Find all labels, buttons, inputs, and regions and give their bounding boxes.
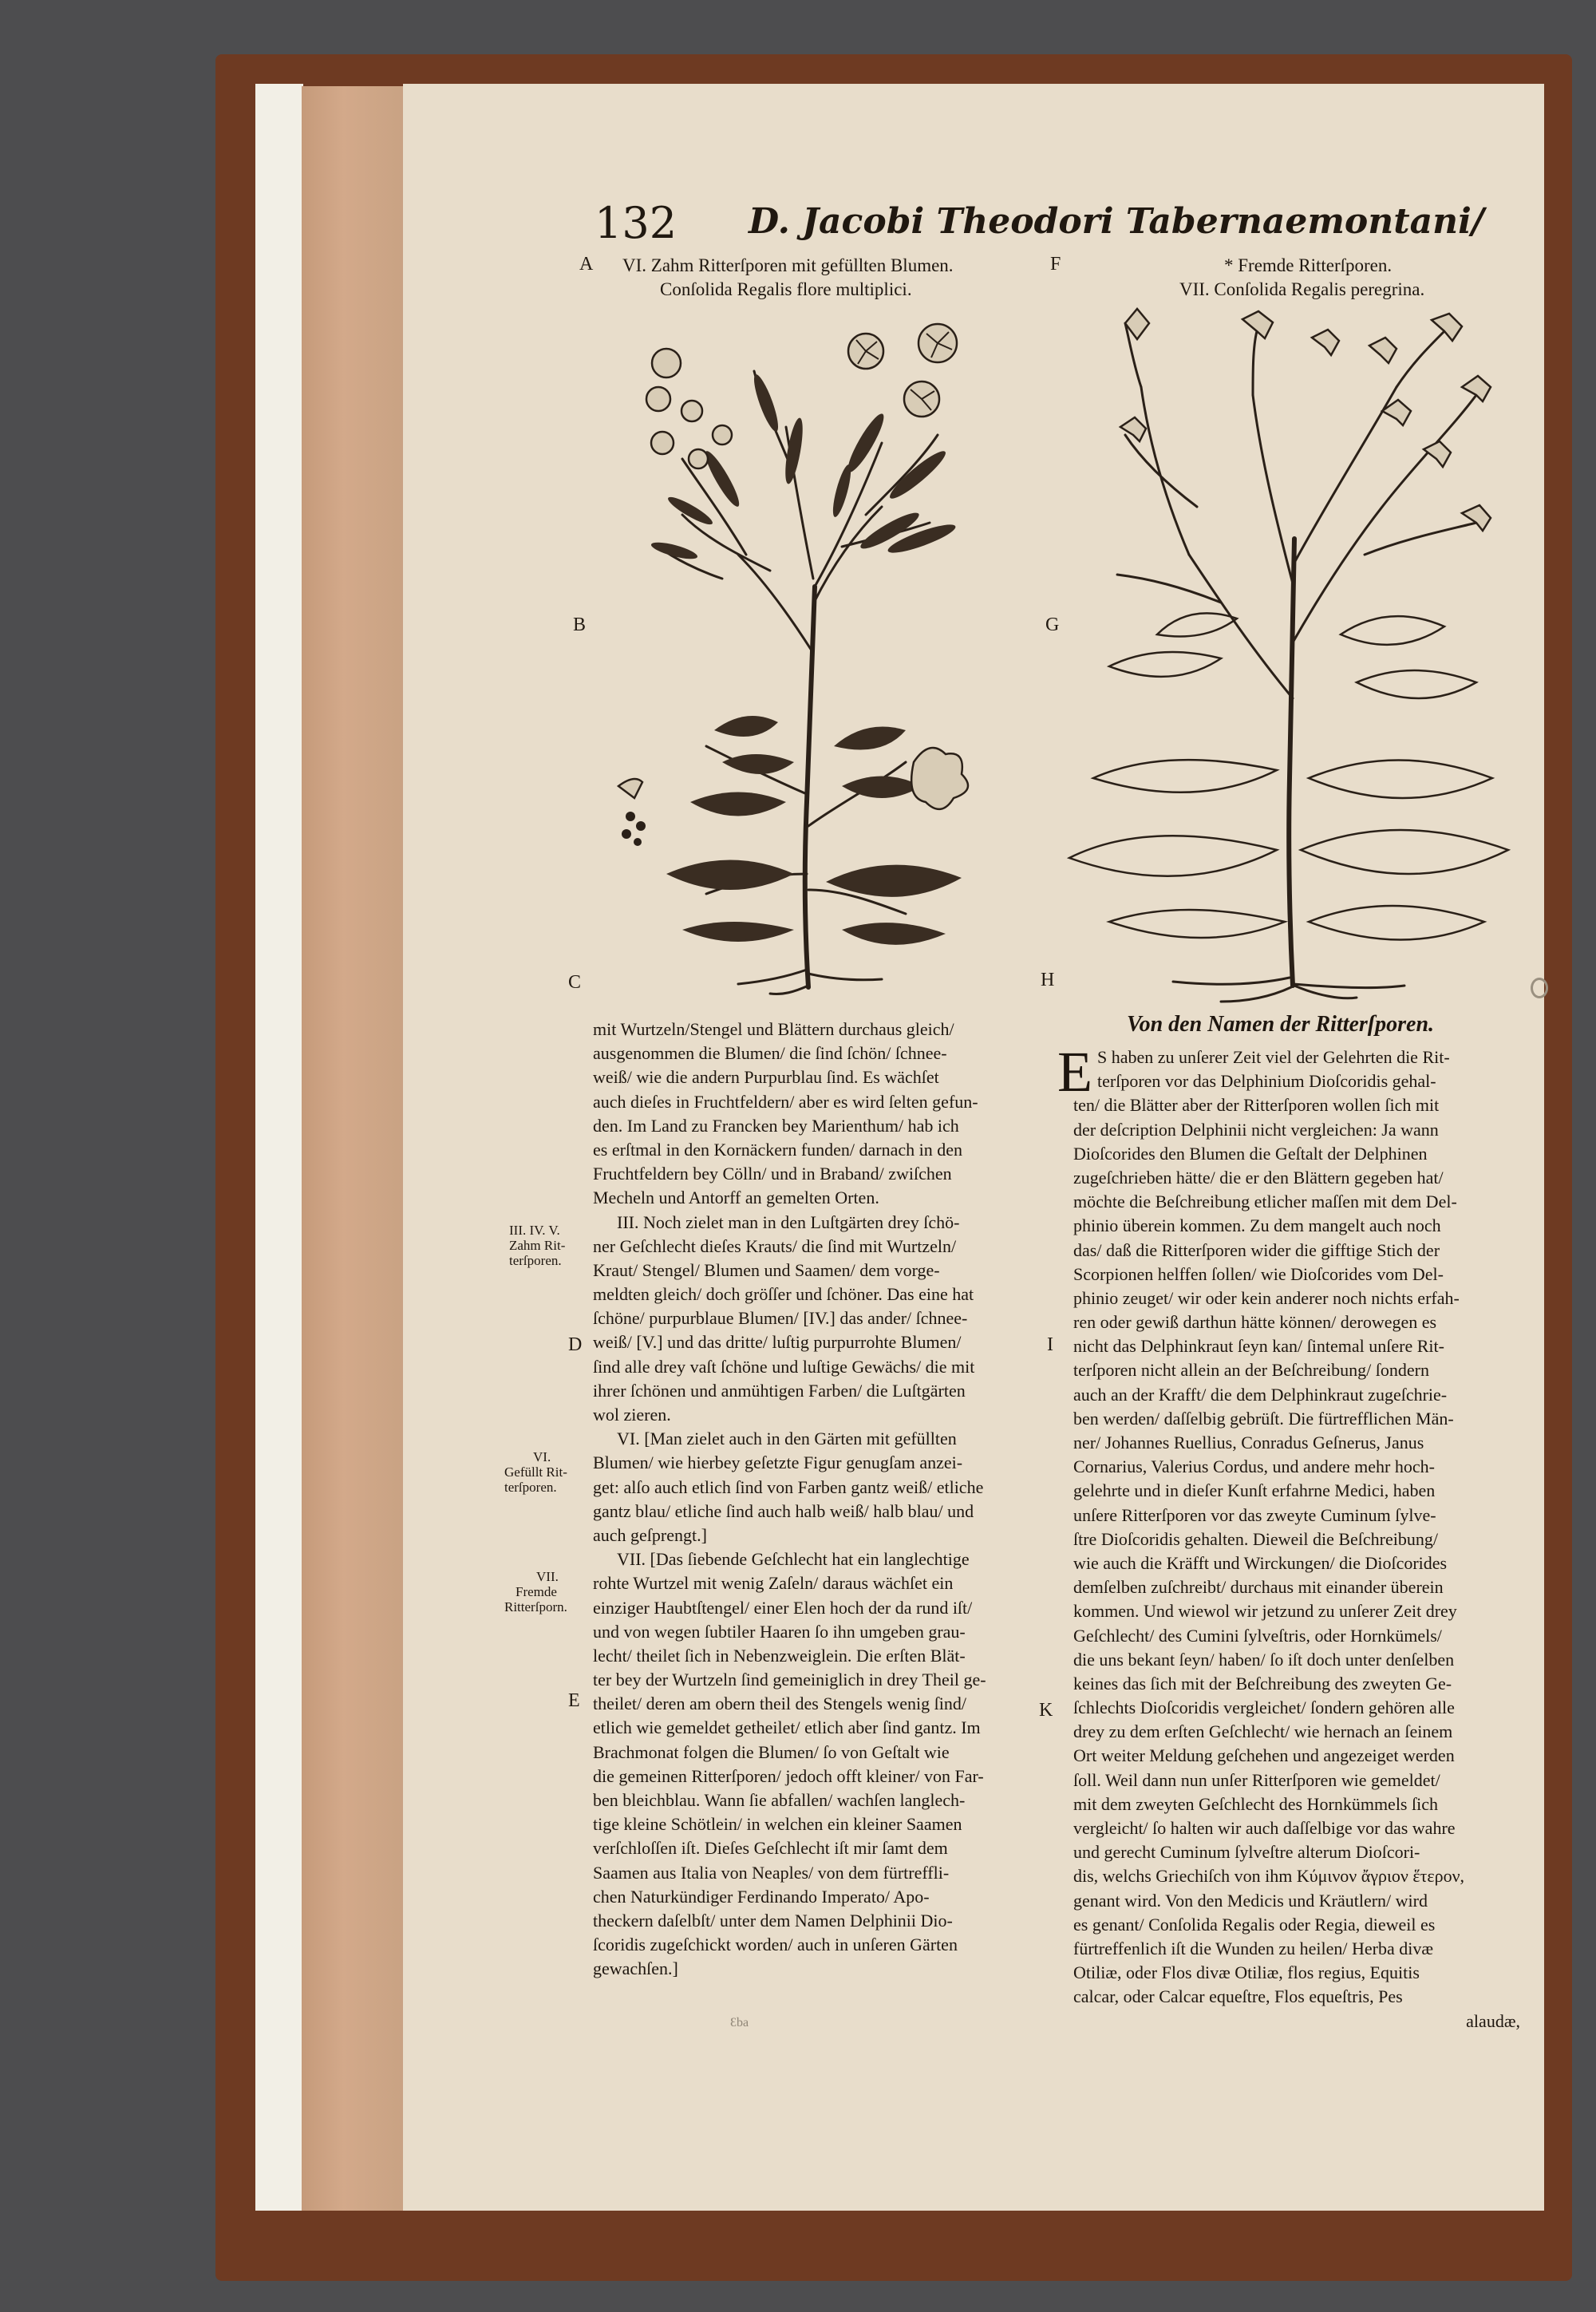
margin-note-line: Gefüllt Rit- xyxy=(504,1464,567,1480)
margin-note-line: VII. xyxy=(536,1569,559,1584)
text-line: die uns bekant ſeyn/ haben/ ſo iſt doch unter denſelben xyxy=(1073,1649,1455,1670)
text-line: III. Noch zielet man in den Luſtgärten drey ſchö- xyxy=(617,1211,960,1232)
figure-letter: B xyxy=(573,615,587,635)
faint-page-mark: Ɛba xyxy=(730,2016,749,2029)
text-line: fürtreffenlich iſt die Wunden zu heilen/ Herba divæ xyxy=(1073,1938,1433,1958)
text-line: ſoll. Weil dann nun unſer Ritterſporen wie gemeldet/ xyxy=(1073,1769,1440,1790)
text-line: ſchlechts Dioſcoridis vergleichet/ ſondern gehören alle xyxy=(1073,1697,1455,1718)
text-line: genant wird. Von den Medicis und Kräutlern/ wird xyxy=(1073,1890,1428,1911)
figure-letter: A xyxy=(579,254,594,275)
drop-capital: E xyxy=(1057,1040,1092,1104)
text-line: alaudæ, xyxy=(1466,2010,1520,2031)
text-line: Cornarius, Valerius Cordus, und andere mehr hoch- xyxy=(1073,1456,1435,1477)
text-line: ren oder gewiß darthun hätte können/ derowegen es xyxy=(1073,1312,1437,1333)
text-line: demſelben zuſchreibt/ durchaus mit einander überein xyxy=(1073,1577,1444,1598)
text-line: und gerecht Cuminum ſylveſtre alterum Dioſcori- xyxy=(1073,1842,1420,1863)
margin-note-line: terſporen. xyxy=(504,1480,557,1495)
margin-note xyxy=(504,1569,567,1614)
text-line: ſind alle drey vaſt ſchöne und luſtige Gewächs/ die mit xyxy=(593,1356,975,1377)
text-line: den. Im Land zu Francken bey Marienthum/ hab ich xyxy=(593,1115,959,1136)
text-line: ausgenommen die Blumen/ die ſind ſchön/ ſchnee- xyxy=(593,1043,947,1064)
text-line: theckern daſelbſt/ unter dem Namen Delphinii Dio- xyxy=(593,1910,953,1931)
text-line: ſchöne/ purpurblaue Blumen/ [IV.] das ander/ ſchnee- xyxy=(593,1308,968,1329)
text-line: VI. [Man zielet auch in den Gärten mit gefüllten xyxy=(617,1429,957,1449)
caption-line: VII. Conſolida Regalis peregrina. xyxy=(1179,279,1425,299)
text-line: theilet/ deren am obern theil des Stengels wenig ſind/ xyxy=(593,1693,966,1714)
text-line: keines das ſich mit der Beſchreibung des zweyten Ge- xyxy=(1073,1673,1452,1693)
text-line: dis, welchs Griechiſch von ihm Κύμινον ἄγριον ἕτερον, xyxy=(1073,1866,1465,1887)
text-line: ben bleichblau. Wann ſie abfallen/ wachſen langlech- xyxy=(593,1790,966,1810)
paper-hole xyxy=(1531,978,1548,998)
text-line: vergleicht/ ſo halten wir auch daſſelbige vor das wahre xyxy=(1073,1818,1456,1838)
caption-line: VI. Zahm Ritterſporen mit gefüllten Blumen. xyxy=(622,255,954,275)
text-line: lecht/ theilet ſich in Nebenzweiglein. Die erſten Blät- xyxy=(593,1645,966,1666)
text-line: Mecheln und Antorff an gemelten Orten. xyxy=(593,1188,879,1208)
text-line: Otiliæ, oder Flos divæ Otiliæ, flos regius, Equitis xyxy=(1073,1962,1420,1983)
woodcut-larkspur-double xyxy=(602,315,1033,998)
text-line: ter bey der Wurtzeln ſind gemeiniglich in drey Theil ge- xyxy=(593,1670,986,1690)
text-line: wol zieren. xyxy=(593,1405,671,1425)
text-line: gelehrte und in dieſer Kunſt erfahrne Medici, haben xyxy=(1073,1480,1436,1501)
text-line: gewachſen.] xyxy=(593,1958,678,1979)
text-line: ten/ die Blätter aber der Ritterſporen wollen ſich mit xyxy=(1073,1095,1440,1116)
text-line: nicht das Delphinkraut ſeyn kan/ ſintemal unſere Rit- xyxy=(1073,1336,1444,1357)
text-line: phinio zeuget/ wir oder kein anderer noch nichts erfah- xyxy=(1073,1287,1460,1308)
text-line: kommen. Und wiewol wir jetzund zu unſerer Zeit drey xyxy=(1073,1601,1457,1622)
margin-note xyxy=(509,1223,565,1268)
text-line: einziger Haubtſtengel/ einer Elen hoch der da rund iſt/ xyxy=(593,1597,973,1618)
text-line: ſtre Dioſcoridis gehalten. Dieweil die Beſchreibung/ xyxy=(1073,1528,1438,1549)
text-line: calcar, oder Calcar equeſtre, Flos equeſtris, Pes xyxy=(1073,1986,1403,2007)
text-line: Blumen/ wie hierbey geſetzte Figur genugſam anzei- xyxy=(593,1452,963,1473)
text-line: Fruchtfeldern bey Cölln/ und in Braband/ zwiſchen xyxy=(593,1164,952,1184)
text-line: ner Geſchlecht dieſes Krauts/ die ſind mit Wurtzeln/ xyxy=(593,1235,957,1256)
text-line: meldten gleich/ doch gröſſer und ſchöner. Das eine hat xyxy=(593,1284,974,1305)
margin-note-line: Fremde xyxy=(516,1584,557,1599)
text-line: terſporen nicht allein an der Beſchreibung/ ſondern xyxy=(1073,1360,1429,1381)
figure-letter: E xyxy=(568,1690,580,1711)
margin-note xyxy=(504,1449,567,1495)
text-line: Kraut/ Stengel/ Blumen und Saamen/ dem vorge- xyxy=(593,1259,940,1280)
text-line: S haben zu unſerer Zeit viel der Gelehrten die Rit- xyxy=(1097,1047,1450,1067)
margin-note-line: III. IV. V. xyxy=(509,1223,560,1238)
text-line: und von wegen ſubtiler Haaren ſo ihn umgeben grau- xyxy=(593,1621,966,1642)
running-title: D. Jacobi Theodori Tabernaemontani/ xyxy=(749,201,1484,242)
caption-line: Conſolida Regalis flore multiplici. xyxy=(660,279,912,299)
text-line: tige kleine Schötlein/ in welchen ein kleiner Saamen xyxy=(593,1814,962,1835)
figure-letter: K xyxy=(1039,1700,1053,1721)
text-line: drey zu dem erſten Geſchlecht/ wie hernach an ſeinem xyxy=(1073,1721,1453,1742)
text-line: weiß/ wie die andern Purpurblau ſind. Es wächſet xyxy=(593,1067,939,1088)
text-line: Ort weiter Meldung geſchehen und angezeiget werden xyxy=(1073,1745,1455,1766)
page-stack-edge xyxy=(255,84,303,2211)
text-line: die gemeinen Ritterſporen/ jedoch offt kleiner/ von Far- xyxy=(593,1765,984,1786)
figure-letter: C xyxy=(568,972,582,993)
figure-letter: D xyxy=(568,1334,583,1355)
text-line: get: alſo auch etlich ſind von Farben gantz weiß/ etliche xyxy=(593,1476,984,1497)
text-line: terſporen vor das Delphinium Dioſcoridis gehal- xyxy=(1097,1071,1436,1092)
text-line: ner/ Johannes Ruellius, Conradus Geſnerus, Janus xyxy=(1073,1433,1424,1452)
text-line: ſcoridis zugeſchickt worden/ auch in unſeren Gärten xyxy=(593,1935,958,1955)
text-line: etlich wie gemeldet getheilet/ etlich aber ſind gantz. Im xyxy=(593,1717,981,1738)
text-line: wie auch die Kräfft und Wirckungen/ die Dioſcorides xyxy=(1073,1552,1448,1573)
text-line: es genant/ Conſolida Regalis oder Regia, dieweil es xyxy=(1073,1914,1436,1935)
text-line: auch dieſes in Fruchtfeldern/ aber es wird ſelten gefun- xyxy=(593,1091,978,1112)
figure-caption-right xyxy=(1179,254,1424,302)
text-line: Brachmonat folgen die Blumen/ ſo von Geſtalt wie xyxy=(593,1741,950,1762)
text-line: ihrer ſchönen und anmühtigen Farben/ die Luſtgärten xyxy=(593,1380,966,1401)
page-number: 132 xyxy=(595,198,678,248)
text-line: rohte Wurtzel mit wenig Zaſeln/ daraus wächſet ein xyxy=(593,1573,954,1594)
margin-note-line: VI. xyxy=(533,1449,551,1464)
margin-note-line: Ritterſporn. xyxy=(504,1599,567,1614)
text-line: Dioſcorides den Blumen die Geſtalt der Delphinen xyxy=(1073,1143,1428,1164)
text-line: es erſtmal in den Kornäckern funden/ darnach in den xyxy=(593,1139,963,1160)
figure-letter: I xyxy=(1047,1334,1053,1355)
text-line: mit Wurtzeln/Stengel und Blättern durchaus gleich/ xyxy=(593,1019,954,1039)
text-line: auch an der Krafft/ die dem Delphinkraut zugeſchrie- xyxy=(1073,1384,1448,1405)
woodcut-larkspur-peregrina xyxy=(1061,299,1524,1006)
figure-letter: G xyxy=(1045,615,1060,635)
margin-note-line: Zahm Rit- xyxy=(509,1238,566,1253)
caption-line: * Fremde Ritterſporen. xyxy=(1224,255,1393,275)
text-line: VII. [Das ſiebende Geſchlecht hat ein langlechtige xyxy=(617,1549,970,1570)
text-line: das/ daß die Ritterſporen wider die gifftige Stich der xyxy=(1073,1239,1440,1260)
text-line: zugeſchrieben hätte/ die er den Blättern gegeben hat/ xyxy=(1073,1167,1444,1188)
right-column-text xyxy=(1073,1045,1520,2033)
text-line: ben werden/ daſſelbig gebrüſt. Die fürtrefflichen Män- xyxy=(1073,1408,1454,1429)
margin-note-line: terſporen. xyxy=(509,1253,562,1268)
figure-letter: H xyxy=(1041,970,1055,990)
figure-caption-left xyxy=(622,254,954,302)
section-heading: Von den Namen der Ritterſporen. xyxy=(1127,1012,1435,1037)
figure-letter: F xyxy=(1050,254,1061,275)
text-line: weiß/ [V.] und das dritte/ luſtig purpurrohte Blumen/ xyxy=(593,1332,962,1353)
text-line: phinio überein kommen. Zu dem mangelt auch noch xyxy=(1073,1215,1441,1236)
left-column-text xyxy=(593,1018,986,1982)
fore-edge-paper-block xyxy=(302,86,407,2211)
text-line: unſere Ritterſporen vor das zweyte Cuminum ſylve- xyxy=(1073,1504,1436,1525)
text-line: verſchloſſen iſt. Dieſes Geſchlecht iſt mir ſamt dem xyxy=(593,1838,948,1859)
text-line: Saamen aus Italia von Neaples/ von dem fürtreffli- xyxy=(593,1862,950,1883)
text-line: chen Naturkündiger Ferdinando Imperato/ Apo- xyxy=(593,1886,930,1907)
text-line: Scorpionen helffen ſollen/ wie Dioſcorides vom Del- xyxy=(1073,1263,1444,1284)
text-line: der deſcription Delphinii nicht vergleichen: Ja wann xyxy=(1073,1119,1439,1140)
text-line: möchte die Beſchreibung etlicher maſſen mit dem Del- xyxy=(1073,1192,1457,1212)
text-line: mit dem zweyten Geſchlecht des Hornkümmels ſich xyxy=(1073,1793,1438,1814)
text-line: Geſchlecht/ des Cumini ſylveſtris, oder Hornkümels/ xyxy=(1073,1625,1442,1646)
text-line: gantz blau/ etliche ſind auch halb weiß/ halb blau/ und xyxy=(593,1500,974,1521)
text-line: auch geſprengt.] xyxy=(593,1524,707,1545)
